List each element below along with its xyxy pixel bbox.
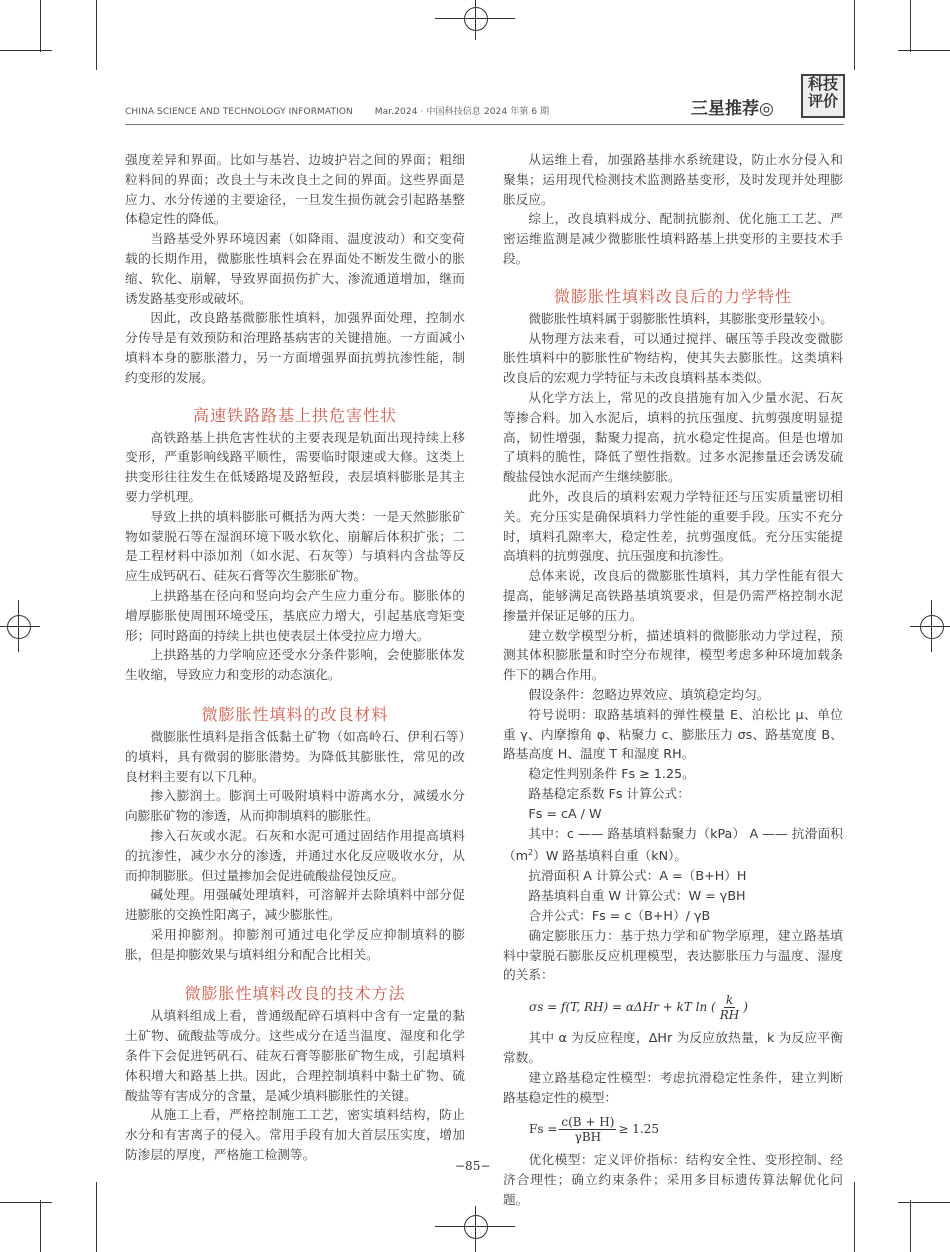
paragraph: 稳定性判别条件 Fs ≥ 1.25。 <box>528 766 695 782</box>
crop-mark <box>910 1200 911 1252</box>
registration-circle-icon <box>7 615 31 639</box>
paragraph: 综上，改良填料成分、配制抗膨剂、优化施工工艺、严密运维监测是减少微膨胀性填料路基上拱变形的主要技术手段。 <box>503 211 843 266</box>
paragraph: 高铁路基上拱危害性状的主要表现是轨面出现持续上移变形，严重影响线路平顺性，需要临时限速或大修。这类上拱变形往往发生在低矮路堤及路堑段，表层填料膨胀是其主要力学机理。 <box>125 429 465 504</box>
superscript: 2 <box>528 848 534 858</box>
formula-left: σs = f(T, RH) = αΔHr + kT ln ( <box>529 999 716 1014</box>
paragraph: 从运维上看，加强路基排水系统建设，防止水分侵入和聚集；运用现代检测技术监测路基变形，及时发现并处理膨胀反应。 <box>503 152 843 207</box>
paragraph: 微膨胀性填料属于弱膨胀性填料，其膨胀变形量较小。 <box>528 310 833 326</box>
paragraph: 路基稳定系数 Fs 计算公式： <box>528 785 690 801</box>
crop-mark <box>910 0 911 52</box>
left-column <box>125 150 465 1165</box>
formula-line: Fs = cA / W <box>528 805 602 821</box>
paragraph: 掺入膨润土。膨润土可吸附填料中游离水分，减缓水分向膨胀矿物的渗透，从而抑制填料的膨胀性。 <box>125 788 465 824</box>
numerator: k <box>725 993 734 1008</box>
numerator: c(B + H) <box>561 1115 615 1130</box>
crop-mark <box>898 50 950 51</box>
journal-info <box>125 104 549 117</box>
right-column <box>503 150 843 1210</box>
formula-line: 合并公式：Fs = c（B+H）/ γB <box>528 907 711 923</box>
denominator: RH <box>719 1008 740 1023</box>
crop-mark <box>96 1182 97 1252</box>
paragraph: 导致上拱的填料膨胀可概括为两大类：一是天然膨胀矿物如蒙脱石等在湿润环境下吸水软化、崩解后体积扩张；二是工程材料中添加剂（如水泥、石灰等）与填料内含盐等反应生成钙矾石、硅灰石膏等次生膨胀矿物。 <box>125 508 465 584</box>
paragraph: 此外，改良后的填料宏观力学特征还与压实质量密切相关。充分压实是确保填料力学性能的重要手段。压实不充分时，填料孔隙率大，稳定性差，抗剪强度低。充分压实能提高填料的抗剪强度、抗压强度和抗渗性。 <box>503 488 843 564</box>
section-heading: 微膨胀性填料的改良材料 <box>201 704 389 724</box>
paragraph: 从化学方法上，常见的改良措施有加入少量水泥、石灰等掺合料。加入水泥后，填料的抗压强度、抗剪强度明显提高，韧性增强，黏聚力提高，抗水稳定性提高。但是也增加了填料的脆性，降低了塑性指数。过多水泥掺量还会诱发硫酸盐侵蚀水泥而产生继续膨胀。 <box>503 389 843 485</box>
text-span: ）W 路基填料自重（kN）。 <box>533 848 688 864</box>
paragraph: 强度差异和界面。比如与基岩、边坡护岩之间的界面；粗细粒料间的界面；改良土与未改良土之间的界面。这些界面是应力、水分传递的主要途径，一旦发生损伤就会引起路基整体稳定性的降低。 <box>125 152 465 227</box>
crop-mark <box>898 1202 950 1203</box>
registration-circle-icon <box>920 615 944 639</box>
fraction <box>718 993 742 1022</box>
running-header <box>125 75 845 122</box>
crop-mark <box>40 0 41 52</box>
journal-name: CHINA SCIENCE AND TECHNOLOGY INFORMATION <box>125 107 353 117</box>
paragraph: 当路基受外界环境因素（如降雨、温度波动）和交变荷载的长期作用，微膨胀性填料会在界面处不断发生微小的胀缩、软化、崩解，导致界面损伤扩大、渗流通道增加，继而诱发路基变形或破坏。 <box>125 231 465 306</box>
crop-mark <box>0 1202 52 1203</box>
crop-mark <box>854 1182 855 1252</box>
paragraph: 采用抑膨剂。抑膨剂可通过电化学反应抑制填料的膨胀，但是抑膨效果与填料组分和配合比相关。 <box>125 926 465 962</box>
header-rule <box>125 124 844 125</box>
formula-line: 路基填料自重 W 计算公式：W = γBH <box>528 888 746 904</box>
stability-formula <box>529 1115 843 1144</box>
formula-right: ) <box>743 999 748 1014</box>
paragraph: 从填料组成上看，普通级配碎石填料中含有一定量的黏土矿物、硫酸盐等成分。这些成分在适当温度、湿度和化学条件下会促进钙矾石、硅灰石膏等膨胀矿物生成，引起填料体积增大和路基上拱。因此，合理控制填料中黏土矿物、硫酸盐等有害成分的含量，是减少填料膨胀性的关键。 <box>125 1008 465 1103</box>
section-recommend: 三星推荐◎ <box>691 99 774 119</box>
issue-info: Mar.2024 · 中国科技信息 2024 年第 6 期 <box>374 107 550 117</box>
logo-line-1: 科技 <box>807 75 838 93</box>
section-heading: 微膨胀性填料改良的技术方法 <box>184 984 406 1004</box>
paragraph: 优化模型：定义评价指标：结构安全性、变形控制、经济合理性；确立约束条件；采用多目标遗传算法解优化问题。 <box>503 1152 843 1207</box>
paragraph: 微膨胀性填料是指含低黏土矿物（如高岭石、伊利石等）的填料，具有微弱的膨胀潜势。为降低其膨胀性，常见的改良材料主要有以下几种。 <box>125 728 465 784</box>
paragraph: 上拱路基的力学响应还受水分条件影响，会使膨胀体发生收缩，导致应力和变形的动态演化。 <box>125 647 465 683</box>
section-heading: 微膨胀性填料改良后的力学特性 <box>553 286 792 306</box>
text-span: 其中：c —— 路基填料黏聚力（kPa） A —— 抗滑面积（m <box>503 825 843 864</box>
registration-circle-icon <box>464 7 488 31</box>
paragraph: 符号说明：取路基填料的弹性模量 E、泊松比 μ、单位重 γ、内摩擦角 φ、粘聚力 c、膨胀压力 σs、路基宽度 B、路基高度 H、温度 T 和湿度 RH。 <box>503 706 843 762</box>
denominator: γBH <box>574 1130 602 1145</box>
registration-circle-icon <box>464 1215 488 1239</box>
paragraph: 假设条件：忽略边界效应、填筑稳定均匀。 <box>528 686 770 702</box>
section-logo <box>801 74 845 118</box>
logo-line-2: 评价 <box>807 92 838 110</box>
formula-right: ≥ 1.25 <box>618 1121 660 1136</box>
paragraph: 从施工上看，严格控制施工工艺，密实填料结构，防止水分和有害离子的侵入。常用手段有加大首层压实度，增加防渗层的厚度，严格施工检测等。 <box>125 1107 465 1163</box>
paragraph: 确定膨胀压力：基于热力学和矿物学原理，建立路基填料中蒙脱石膨胀反应机理模型，表达膨胀压力与温度、湿度的关系： <box>503 927 843 983</box>
crop-mark <box>40 1200 41 1252</box>
crop-mark <box>96 0 97 70</box>
crop-mark <box>854 0 855 70</box>
crop-mark <box>0 50 52 51</box>
paragraph: 其中 α 为反应程度，ΔHr 为反应放热量，k 为反应平衡常数。 <box>503 1030 843 1065</box>
paragraph: 因此，改良路基微膨胀性填料，加强界面处理，控制水分传导是有效预防和治理路基病害的关键措施。一方面减小填料本身的膨胀潜力，另一方面增强界面抗剪抗渗性能，制约变形的发展。 <box>125 310 465 385</box>
formula-left: Fs = <box>529 1121 558 1136</box>
paragraph: 总体来说，改良后的微膨胀性填料，其力学性能有很大提高，能够满足高铁路基填筑要求，但是仍需严格控制水泥掺量并保证足够的压力。 <box>503 568 843 623</box>
swelling-pressure-formula <box>529 993 843 1022</box>
paragraph: 从物理方法来看，可以通过搅拌、碾压等手段改变微膨胀性填料中的膨胀性矿物结构，使其失去膨胀性。这类填料改良后的宏观力学特征与未改良填料基本类似。 <box>503 330 843 386</box>
paragraph: 建立路基稳定性模型：考虑抗滑稳定性条件，建立判断路基稳定性的模型： <box>503 1069 843 1105</box>
paragraph: 建立数学模型分析，描述填料的微膨胀动力学过程，预测其体积膨胀量和时空分布规律，模型考虑多种环境加载条件下的耦合作用。 <box>503 627 843 683</box>
formula-line: 抗滑面积 A 计算公式：A =（B+H）H <box>528 868 747 884</box>
fraction <box>559 1115 616 1144</box>
page-number: −85− <box>455 1159 491 1173</box>
paragraph: 上拱路基在径向和竖向均会产生应力重分布。膨胀体的增厚膨胀使周围环境受压，基底应力增大，引起基底弯矩变形；同时路面的持续上拱也使表层土体受拉应力增大。 <box>125 587 465 643</box>
paragraph: 碱处理。用强碱处理填料，可溶解并去除填料中部分促进膨胀的交换性阳离子，减少膨胀性。 <box>125 887 465 923</box>
section-heading: 高速铁路路基上拱危害性状 <box>192 405 397 425</box>
paragraph: 掺入石灰或水泥。石灰和水泥可通过固结作用提高填料的抗渗性，减少水分的渗透，并通过水化反应吸收水分，从而抑制膨胀。但过量掺加会促进硫酸盐侵蚀反应。 <box>125 827 465 883</box>
paragraph <box>503 824 843 867</box>
